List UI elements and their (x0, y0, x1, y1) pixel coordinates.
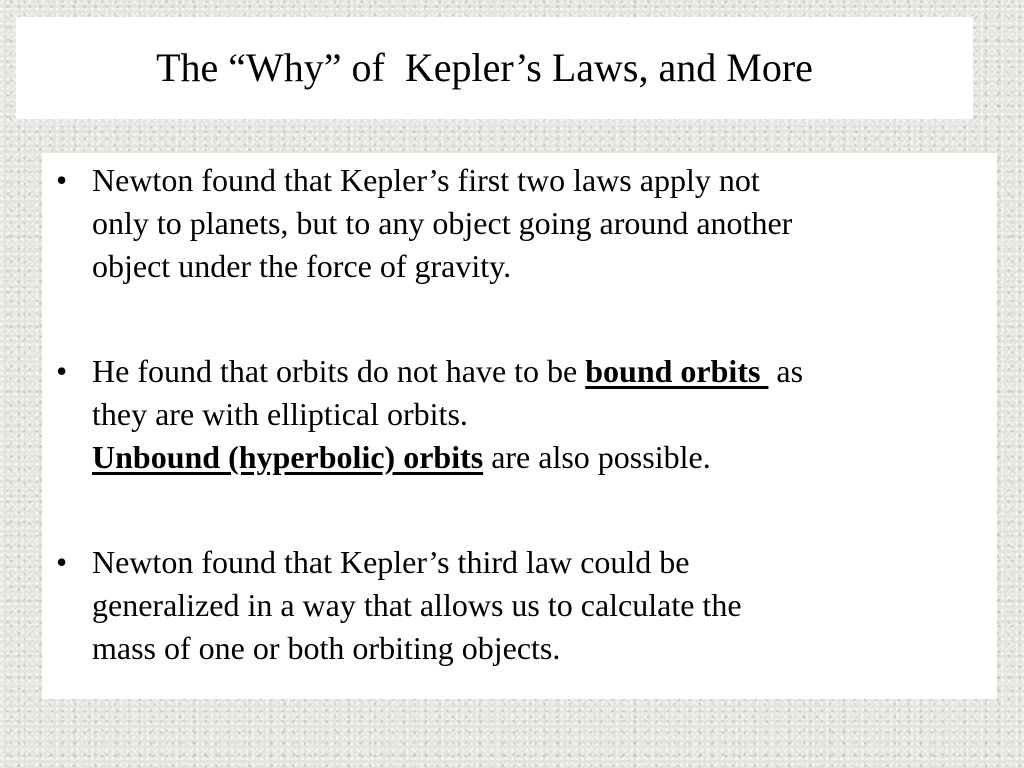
bullet-2-text-before: He found that orbits do not have to be (92, 353, 586, 389)
bullet-2-line-1 (92, 350, 987, 393)
bullet-3-line-3: mass of one or both orbiting objects. (92, 630, 561, 666)
term-bound-orbits: bound orbits (585, 353, 769, 389)
bullet-1-line-1: Newton found that Kepler’s first two laws apply not (92, 162, 760, 198)
slide-title: The “Why” of Kepler’s Laws, and More (156, 45, 813, 90)
bullet-1-line-2: only to planets, but to any object going around another (92, 205, 793, 241)
bullet-2-line-3-after: are also possible. (483, 439, 711, 475)
bullet-item-kepler-first-two-laws (56, 159, 987, 288)
bullet-2-line-3 (92, 436, 987, 479)
bullet-item-kepler-third-law (56, 541, 987, 670)
bullet-2-text-after: as (768, 353, 804, 389)
title-panel (16, 17, 973, 119)
bullet-marker: • (56, 353, 68, 389)
bullet-marker: • (56, 544, 68, 580)
content-panel (42, 153, 997, 699)
bullet-marker: • (56, 162, 68, 198)
bullet-3-line-1: Newton found that Kepler’s third law could be (92, 544, 690, 580)
term-unbound-orbits: Unbound (hyperbolic) orbits (92, 439, 484, 475)
bullet-1-line-3: object under the force of gravity. (92, 248, 512, 284)
bullet-3-line-2: generalized in a way that allows us to calculate the (92, 587, 742, 623)
bullet-item-orbit-types (56, 350, 987, 479)
bullet-2-line-2: they are with elliptical orbits. (92, 396, 468, 432)
